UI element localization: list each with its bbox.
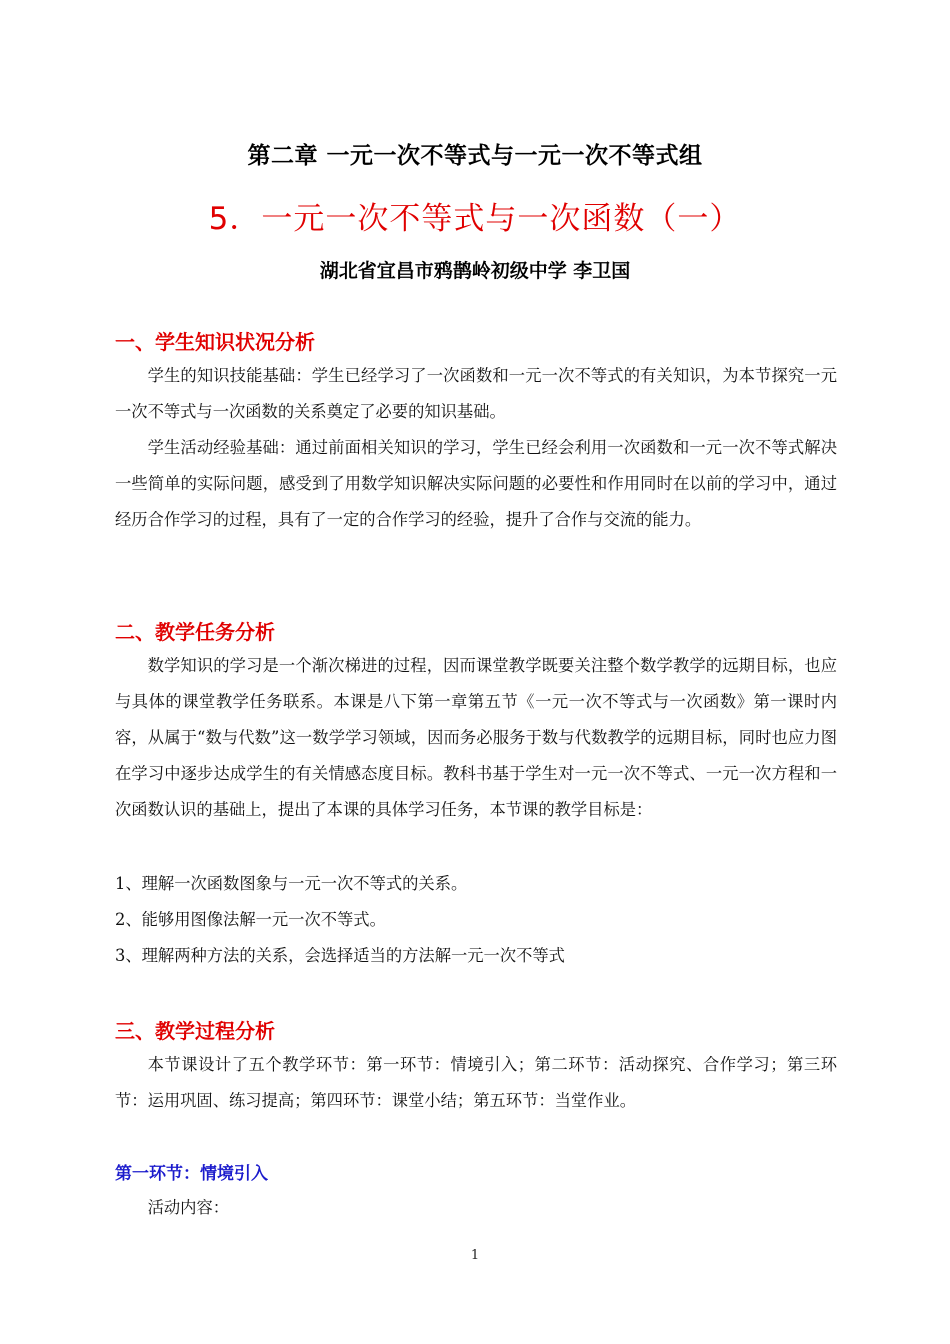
section3-paragraph-1: 本节课设计了五个教学环节：第一环节：情境引入；第二环节：活动探究、合作学习；第三环节：运用巩固、练习提高；第四环节：课堂小结；第五环节：当堂作业。 xyxy=(115,1055,837,1110)
objective-item-3: 3、理解两种方法的关系，会选择适当的方法解一元一次不等式 xyxy=(115,946,565,965)
step1-paragraph-1: 活动内容： xyxy=(147,1198,230,1217)
section1-paragraph-1: 学生的知识技能基础：学生已经学习了一次函数和一元一次不等式的有关知识，为本节探究一元一次不等式与一次函数的关系奠定了必要的知识基础。 xyxy=(115,366,837,421)
author-line: 湖北省宜昌市鸦鹊岭初级中学 李卫国 xyxy=(319,260,631,282)
lesson-title: 5．一元一次不等式与一次函数（一） xyxy=(208,201,742,237)
section2-heading: 二、教学任务分析 xyxy=(115,620,275,644)
objective-item-2: 2、能够用图像法解一元一次不等式。 xyxy=(115,910,386,929)
objective-item-1: 1、理解一次函数图象与一元一次不等式的关系。 xyxy=(115,874,468,893)
step1-heading: 第一环节：情境引入 xyxy=(115,1164,268,1184)
section1-heading: 一、学生知识状况分析 xyxy=(115,330,315,354)
page-number: 1 xyxy=(470,1248,480,1263)
section2-paragraph-1: 数学知识的学习是一个渐次梯进的过程，因而课堂教学既要关注整个数学教学的远期目标，也应与具体的课堂教学任务联系。本课是八下第一章第五节《一元一次不等式与一次函数》第一课时内容，从属于“数与代数”这一数学学习领域，因而务必服务于数与代数教学的远期目标，同时也应力图在学习中逐步达成学生的有关情感态度目标。教科书基于学生对一元一次不等式、一元一次方程和一次函数认识的基础上，提出了本课的具体学习任务，本节课的教学目标是： xyxy=(115,656,837,819)
chapter-title: 第二章 一元一次不等式与一元一次不等式组 xyxy=(247,143,703,169)
section3-heading: 三、教学过程分析 xyxy=(115,1019,275,1043)
section1-paragraph-2: 学生活动经验基础：通过前面相关知识的学习，学生已经会利用一次函数和一元一次不等式解决一些简单的实际问题，感受到了用数学知识解决实际问题的必要性和作用同时在以前的学习中，通过经历合作学习的过程，具有了一定的合作学习的经验，提升了合作与交流的能力。 xyxy=(115,438,837,529)
